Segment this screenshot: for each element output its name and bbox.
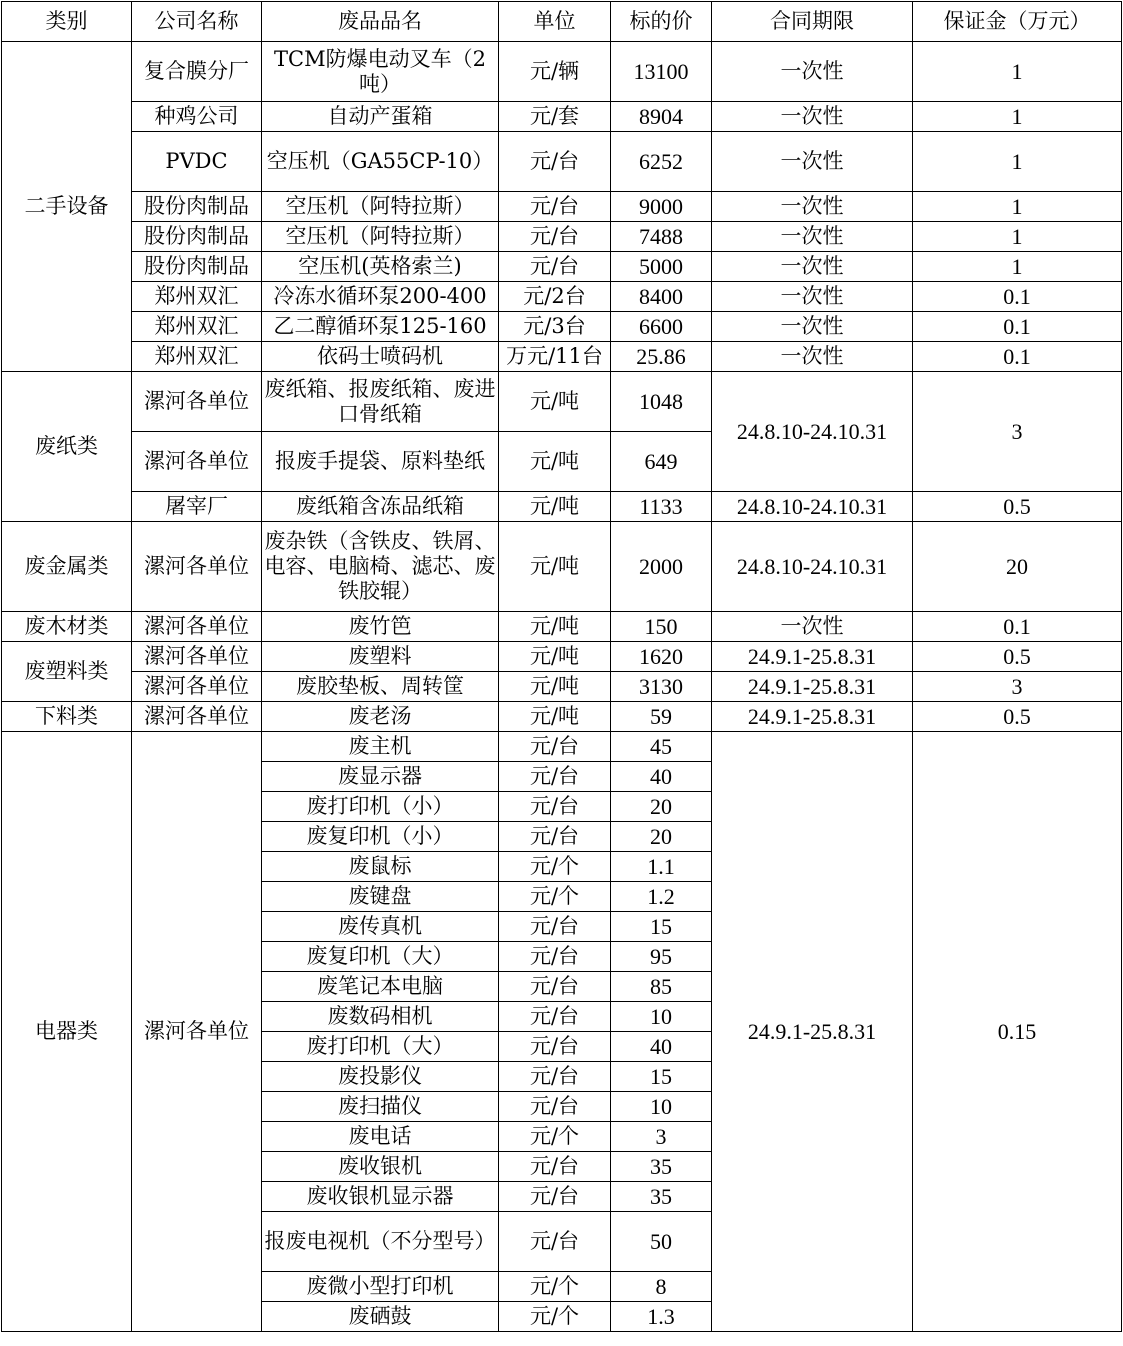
price-cell: 3130 [611,672,712,702]
header-category: 类别 [2,2,132,42]
unit-cell: 元/吨 [499,672,611,702]
unit-cell: 元/个 [499,882,611,912]
price-cell: 1.2 [611,882,712,912]
price-cell: 13100 [611,42,712,102]
price-cell: 1.3 [611,1302,712,1332]
company-cell: 郑州双汇 [132,312,262,342]
unit-cell: 元/台 [499,972,611,1002]
company-cell: 漯河各单位 [132,702,262,732]
table-row [2,672,1122,702]
unit-cell: 元/个 [499,1272,611,1302]
company-cell: PVDC [132,132,262,192]
price-cell: 1620 [611,642,712,672]
term-cell: 一次性 [712,132,913,192]
item-cell: 废微小型打印机 [262,1272,499,1302]
deposit-cell: 1 [913,192,1122,222]
item-cell: 废纸箱含冻品纸箱 [262,492,499,522]
waste-auction-table [1,1,1122,1332]
item-cell: 废胶垫板、周转筐 [262,672,499,702]
deposit-cell: 3 [913,672,1122,702]
price-cell: 1133 [611,492,712,522]
term-cell: 24.9.1-25.8.31 [712,672,913,702]
price-cell: 95 [611,942,712,972]
deposit-cell: 0.5 [913,492,1122,522]
item-cell: 报废手提袋、原料垫纸 [262,432,499,492]
unit-cell: 元/台 [499,1032,611,1062]
unit-cell: 万元/11台 [499,342,611,372]
price-cell: 85 [611,972,712,1002]
deposit-cell: 0.15 [913,732,1122,1332]
item-cell: 废电话 [262,1122,499,1152]
company-cell: 郑州双汇 [132,282,262,312]
item-cell: 冷冻水循环泵200-400 [262,282,499,312]
unit-cell: 元/台 [499,762,611,792]
table-row [2,522,1122,612]
deposit-cell: 1 [913,132,1122,192]
item-cell: 依码士喷码机 [262,342,499,372]
price-cell: 8 [611,1272,712,1302]
category-cell: 二手设备 [2,42,132,372]
company-cell: 复合膜分厂 [132,42,262,102]
item-cell: 废传真机 [262,912,499,942]
item-cell: 废复印机（小） [262,822,499,852]
price-cell: 35 [611,1182,712,1212]
term-cell: 24.8.10-24.10.31 [712,372,913,492]
price-cell: 10 [611,1002,712,1032]
price-cell: 7488 [611,222,712,252]
deposit-cell: 0.1 [913,282,1122,312]
company-cell: 种鸡公司 [132,102,262,132]
price-cell: 15 [611,1062,712,1092]
category-cell: 废金属类 [2,522,132,612]
unit-cell: 元/台 [499,792,611,822]
term-cell: 24.8.10-24.10.31 [712,522,913,612]
price-cell: 1.1 [611,852,712,882]
deposit-cell: 0.1 [913,312,1122,342]
item-cell: 废笔记本电脑 [262,972,499,1002]
price-cell: 35 [611,1152,712,1182]
company-cell: 漯河各单位 [132,432,262,492]
item-cell: TCM防爆电动叉车（2吨） [262,42,499,102]
item-cell: 空压机(英格索兰) [262,252,499,282]
price-cell: 40 [611,1032,712,1062]
unit-cell: 元/台 [499,732,611,762]
price-cell: 45 [611,732,712,762]
unit-cell: 元/3台 [499,312,611,342]
price-cell: 5000 [611,252,712,282]
price-cell: 8400 [611,282,712,312]
category-cell: 电器类 [2,732,132,1332]
header-unit: 单位 [499,2,611,42]
item-cell: 废数码相机 [262,1002,499,1032]
price-cell: 6252 [611,132,712,192]
unit-cell: 元/2台 [499,282,611,312]
item-cell: 废收银机显示器 [262,1182,499,1212]
term-cell: 一次性 [712,42,913,102]
table-row [2,282,1122,312]
company-cell: 漯河各单位 [132,732,262,1332]
category-cell: 废木材类 [2,612,132,642]
company-cell: 漯河各单位 [132,642,262,672]
unit-cell: 元/个 [499,1122,611,1152]
table-row [2,132,1122,192]
item-cell: 空压机（阿特拉斯） [262,222,499,252]
unit-cell: 元/台 [499,822,611,852]
term-cell: 一次性 [712,222,913,252]
price-cell: 8904 [611,102,712,132]
unit-cell: 元/台 [499,192,611,222]
item-cell: 废投影仪 [262,1062,499,1092]
company-cell: 屠宰厂 [132,492,262,522]
unit-cell: 元/台 [499,132,611,192]
table-row [2,252,1122,282]
unit-cell: 元/个 [499,852,611,882]
header-price: 标的价 [611,2,712,42]
table-row [2,372,1122,432]
deposit-cell: 1 [913,42,1122,102]
term-cell: 一次性 [712,252,913,282]
term-cell: 24.9.1-25.8.31 [712,732,913,1332]
item-cell: 废杂铁（含铁皮、铁屑、电容、电脑椅、滤芯、废铁胶辊） [262,522,499,612]
category-cell: 废纸类 [2,372,132,522]
item-cell: 自动产蛋箱 [262,102,499,132]
table-row [2,222,1122,252]
price-cell: 10 [611,1092,712,1122]
item-cell: 废显示器 [262,762,499,792]
term-cell: 一次性 [712,612,913,642]
deposit-cell: 0.1 [913,342,1122,372]
price-cell: 649 [611,432,712,492]
table-row [2,312,1122,342]
deposit-cell: 3 [913,372,1122,492]
unit-cell: 元/吨 [499,372,611,432]
header-item-name: 废品品名 [262,2,499,42]
item-cell: 废扫描仪 [262,1092,499,1122]
term-cell: 24.9.1-25.8.31 [712,702,913,732]
table-row [2,702,1122,732]
category-cell: 下料类 [2,702,132,732]
company-cell: 郑州双汇 [132,342,262,372]
company-cell: 漯河各单位 [132,672,262,702]
unit-cell: 元/台 [499,252,611,282]
item-cell: 乙二醇循环泵125-160 [262,312,499,342]
company-cell: 漯河各单位 [132,522,262,612]
company-cell: 漯河各单位 [132,612,262,642]
price-cell: 6600 [611,312,712,342]
table-row [2,102,1122,132]
company-cell: 股份肉制品 [132,192,262,222]
table-row [2,342,1122,372]
item-cell: 报废电视机（不分型号） [262,1212,499,1272]
price-cell: 20 [611,792,712,822]
table-row [2,732,1122,762]
item-cell: 废鼠标 [262,852,499,882]
price-cell: 15 [611,912,712,942]
deposit-cell: 1 [913,222,1122,252]
header-contract-term: 合同期限 [712,2,913,42]
deposit-cell: 1 [913,102,1122,132]
price-cell: 150 [611,612,712,642]
term-cell: 一次性 [712,312,913,342]
deposit-cell: 0.1 [913,612,1122,642]
company-cell: 股份肉制品 [132,222,262,252]
price-cell: 1048 [611,372,712,432]
header-deposit: 保证金（万元） [913,2,1122,42]
table-row [2,42,1122,102]
item-cell: 废塑料 [262,642,499,672]
header-company: 公司名称 [132,2,262,42]
unit-cell: 元/吨 [499,432,611,492]
unit-cell: 元/台 [499,1212,611,1272]
unit-cell: 元/台 [499,1002,611,1032]
price-cell: 9000 [611,192,712,222]
term-cell: 24.8.10-24.10.31 [712,492,913,522]
unit-cell: 元/套 [499,102,611,132]
unit-cell: 元/台 [499,1152,611,1182]
table-row [2,492,1122,522]
price-cell: 50 [611,1212,712,1272]
unit-cell: 元/吨 [499,522,611,612]
unit-cell: 元/台 [499,1062,611,1092]
deposit-cell: 0.5 [913,702,1122,732]
price-cell: 3 [611,1122,712,1152]
table-row [2,612,1122,642]
deposit-cell: 1 [913,252,1122,282]
term-cell: 一次性 [712,192,913,222]
item-cell: 废纸箱、报废纸箱、废进口骨纸箱 [262,372,499,432]
deposit-cell: 20 [913,522,1122,612]
price-cell: 2000 [611,522,712,612]
unit-cell: 元/吨 [499,612,611,642]
item-cell: 废主机 [262,732,499,762]
term-cell: 一次性 [712,342,913,372]
unit-cell: 元/吨 [499,642,611,672]
item-cell: 废打印机（大） [262,1032,499,1062]
term-cell: 一次性 [712,102,913,132]
deposit-cell: 0.5 [913,642,1122,672]
price-cell: 59 [611,702,712,732]
category-cell: 废塑料类 [2,642,132,702]
unit-cell: 元/吨 [499,492,611,522]
table-row [2,642,1122,672]
term-cell: 24.9.1-25.8.31 [712,642,913,672]
price-cell: 25.86 [611,342,712,372]
unit-cell: 元/台 [499,912,611,942]
item-cell: 空压机（阿特拉斯） [262,192,499,222]
term-cell: 一次性 [712,282,913,312]
item-cell: 废竹笆 [262,612,499,642]
price-cell: 20 [611,822,712,852]
company-cell: 股份肉制品 [132,252,262,282]
item-cell: 废老汤 [262,702,499,732]
item-cell: 废收银机 [262,1152,499,1182]
item-cell: 废键盘 [262,882,499,912]
item-cell: 废复印机（大） [262,942,499,972]
item-cell: 废打印机（小） [262,792,499,822]
unit-cell: 元/辆 [499,42,611,102]
price-cell: 40 [611,762,712,792]
item-cell: 废硒鼓 [262,1302,499,1332]
header-row [2,2,1122,42]
unit-cell: 元/吨 [499,702,611,732]
unit-cell: 元/台 [499,222,611,252]
company-cell: 漯河各单位 [132,372,262,432]
unit-cell: 元/台 [499,1182,611,1212]
unit-cell: 元/台 [499,942,611,972]
table-row [2,192,1122,222]
unit-cell: 元/个 [499,1302,611,1332]
unit-cell: 元/台 [499,1092,611,1122]
item-cell: 空压机（GA55CP-10） [262,132,499,192]
